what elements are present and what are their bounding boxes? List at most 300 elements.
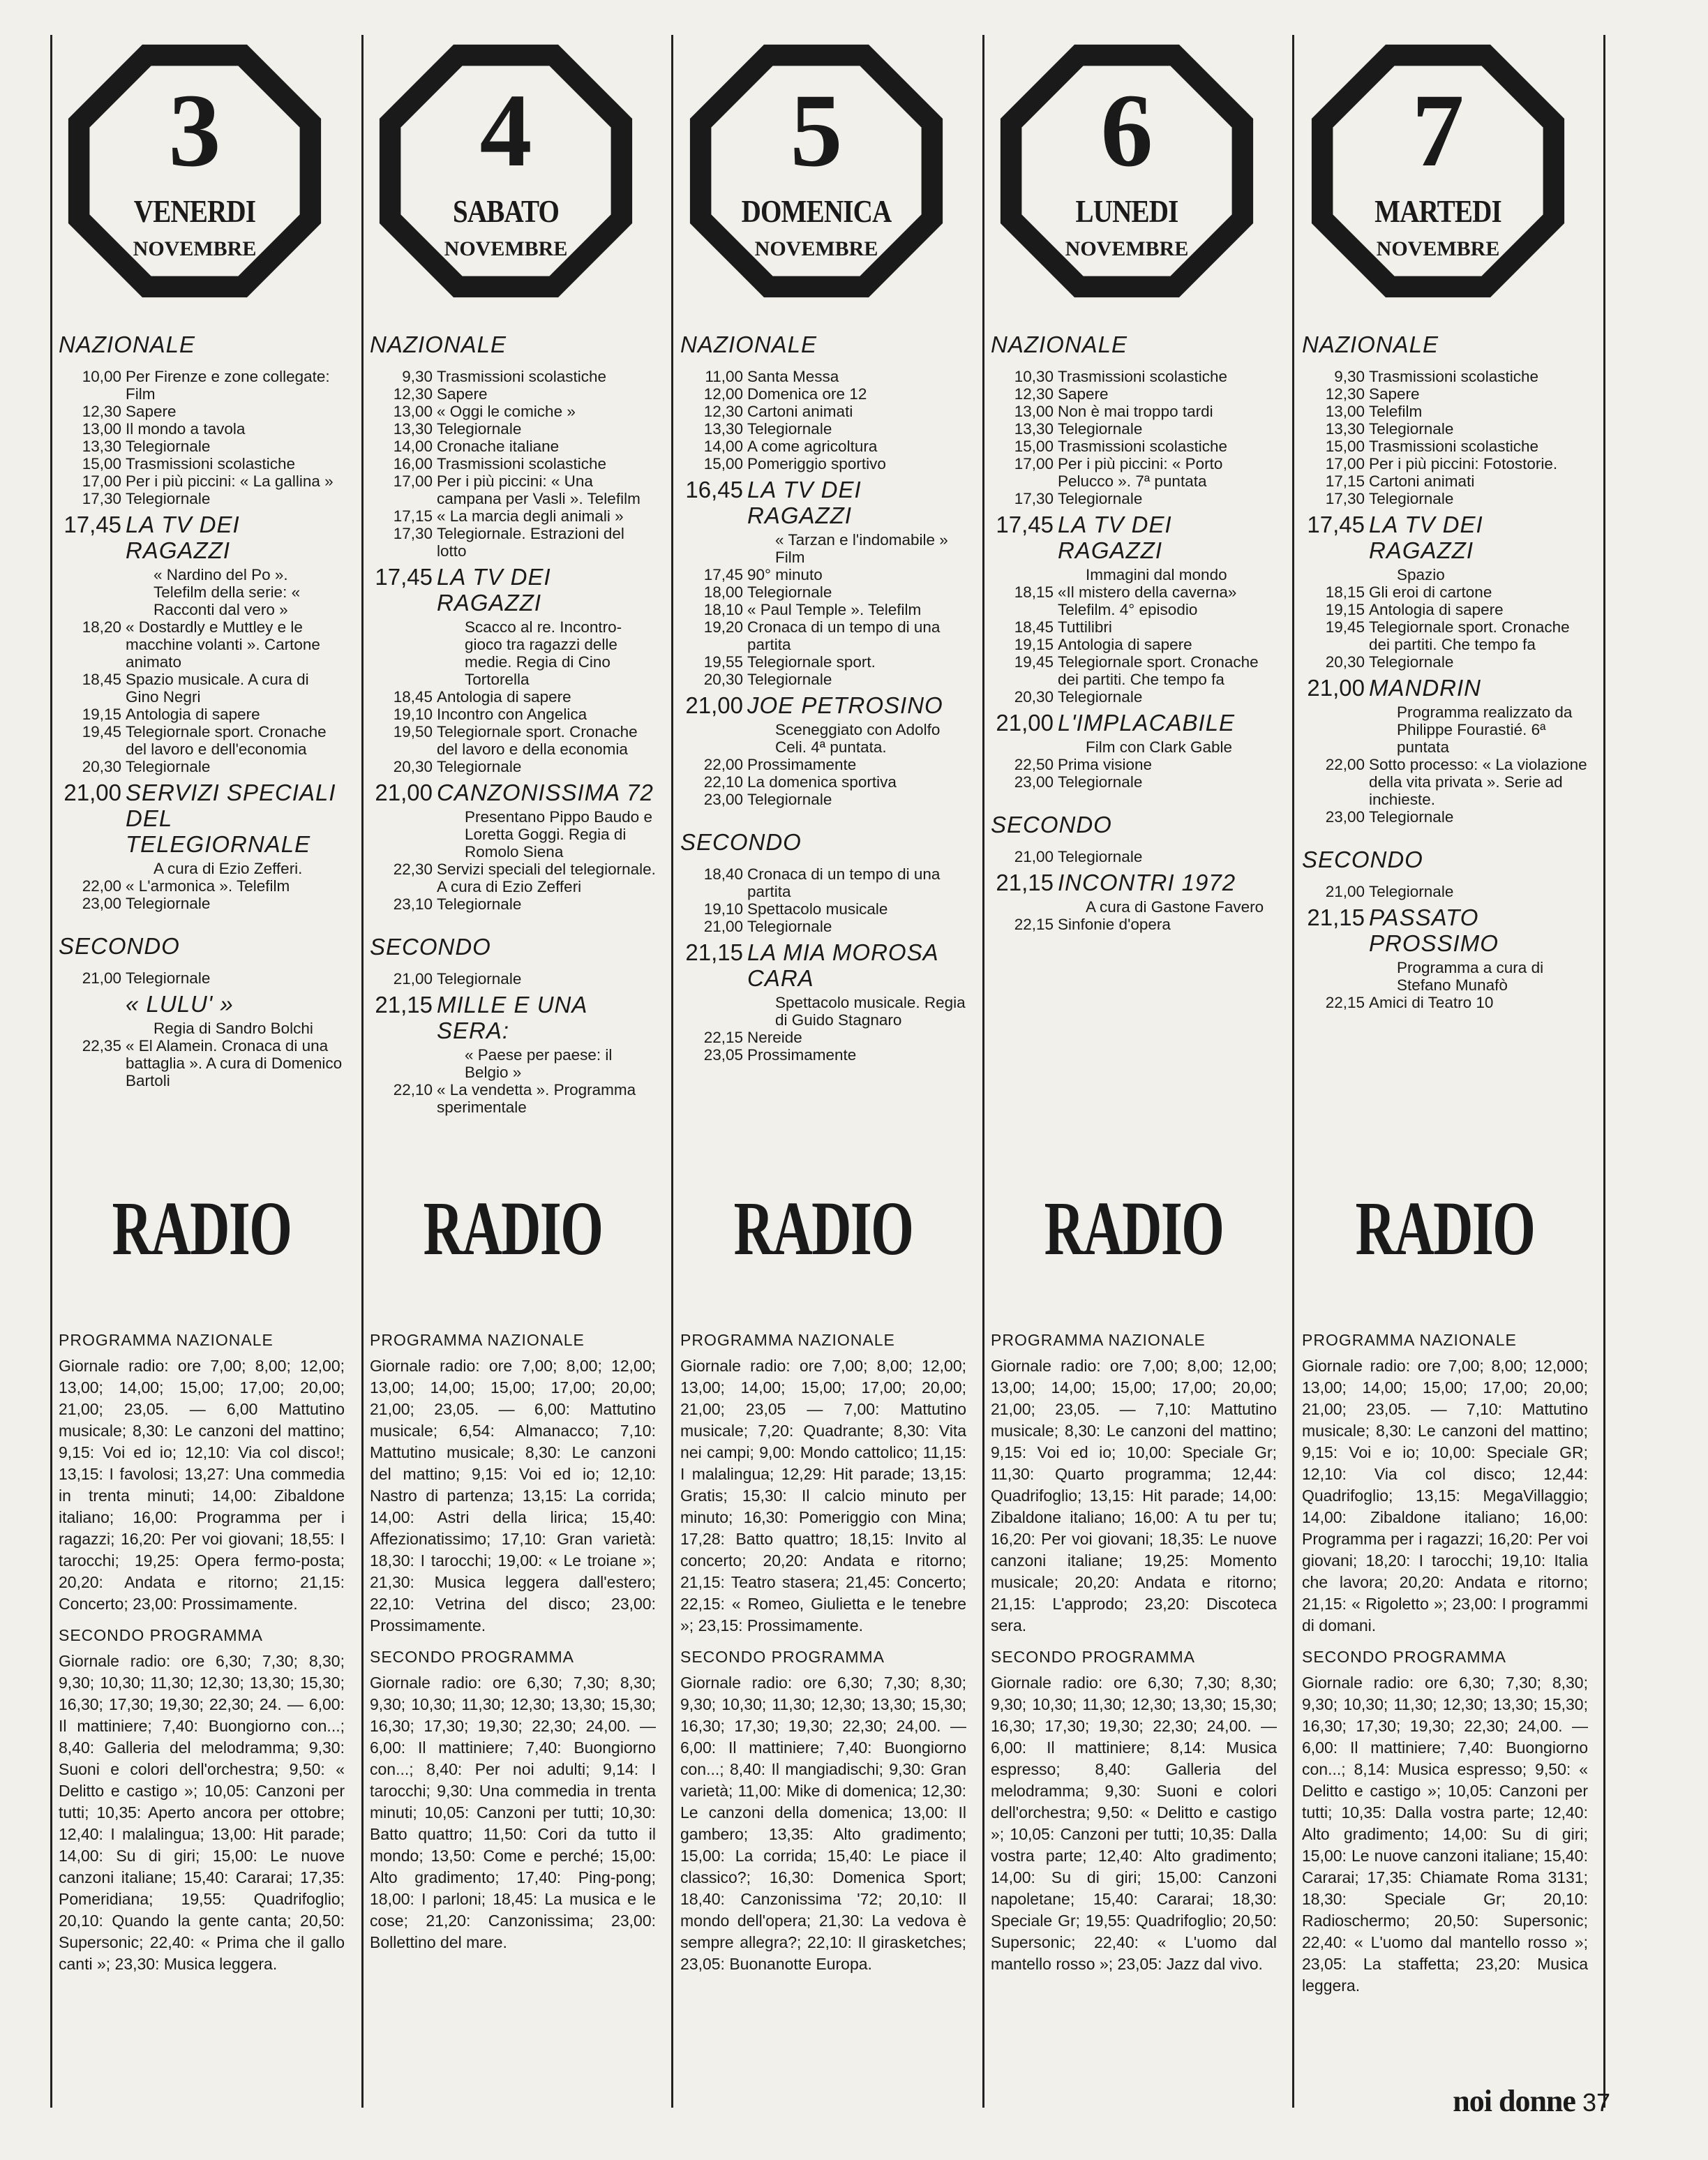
listing-program: Sotto processo: « La violazione della vita privata ». Serie ad inchieste. — [1369, 756, 1587, 808]
listing-row — [991, 916, 1277, 933]
radio-nazionale-heading: PROGRAMMA NAZIONALE — [680, 1331, 895, 1349]
listing-time: 18,15 — [1325, 583, 1365, 601]
listing-program: Cartoni animati — [747, 403, 853, 420]
listing-program: Film con Clark Gable — [1086, 738, 1233, 756]
listing-row — [680, 692, 966, 718]
listing-program: « L'armonica ». Telefilm — [126, 877, 290, 895]
listing-time: 19,15 — [1014, 636, 1054, 653]
radio-nazionale-heading: PROGRAMMA NAZIONALE — [1302, 1331, 1517, 1349]
listing-highlight: SERVIZI SPECIALI DEL TELEGIORNALE — [126, 780, 336, 857]
listing-program: Pomeriggio sportivo — [747, 455, 886, 472]
month-label: NOVEMBRE — [754, 237, 878, 260]
listing-program: Telegiornale — [747, 583, 832, 601]
listing-time: 22,10 — [393, 1081, 433, 1098]
listing-time: 22,15 — [703, 1029, 743, 1046]
listing-row — [59, 1037, 345, 1089]
listing-program: Telegiornale — [126, 895, 211, 912]
listing-row — [680, 531, 966, 566]
listing-time: 17,00 — [393, 472, 433, 490]
listing-row — [680, 1029, 966, 1046]
listing-time: 12,30 — [393, 385, 433, 403]
date-badge — [66, 42, 324, 300]
listing-row — [59, 671, 345, 706]
listing-row — [370, 564, 656, 616]
listing-program: Telegiornale — [747, 671, 832, 688]
listing-time: 19,10 — [703, 900, 743, 918]
listing-time — [680, 994, 747, 1029]
listing-program: Spazio — [1397, 566, 1445, 583]
date-badge — [1309, 42, 1567, 300]
listing-row — [370, 895, 656, 913]
listing-program: Telegiornale — [1369, 653, 1454, 671]
listing-program: Telegiornale sport. Cronache del lavoro e dell'economia — [126, 723, 327, 758]
listing-row — [1302, 756, 1588, 808]
listing-row — [370, 688, 656, 706]
channel-heading-secondo: SECONDO — [59, 933, 180, 959]
listing-program: Per i più piccini: « Porto Pelucco ». 7ª puntata — [1058, 455, 1223, 490]
listing-program: Sapere — [437, 385, 488, 403]
listing-row — [59, 472, 345, 490]
listing-program: Telegiornale — [1369, 883, 1454, 900]
listing-program: Prima visione — [1058, 756, 1153, 773]
channel-heading-nazionale: NAZIONALE — [991, 332, 1128, 357]
listing-row — [991, 455, 1277, 490]
listing-time: 19,50 — [393, 723, 433, 740]
radio-heading: RADIO — [1355, 1186, 1535, 1271]
listing-program: Domenica ore 12 — [747, 385, 867, 403]
channel-heading-secondo: SECONDO — [991, 812, 1112, 837]
radio-listings — [991, 1329, 1277, 1975]
listing-row — [680, 455, 966, 472]
listing-row — [370, 368, 656, 385]
listing-highlight: LA TV DEI RAGAZZI — [126, 512, 240, 563]
listing-row — [370, 455, 656, 472]
listing-program: Presentano Pippo Baudo e Loretta Goggi. Regia di Romolo Siena — [465, 808, 652, 861]
listing-row — [370, 706, 656, 723]
channel-heading-nazionale: NAZIONALE — [680, 332, 818, 357]
listing-time: 20,30 — [82, 758, 121, 775]
listing-time: 18,15 — [1014, 583, 1054, 601]
listing-row — [1302, 618, 1588, 653]
listing-time: 13,30 — [393, 420, 433, 438]
listing-highlight: « LULU' » — [126, 991, 234, 1017]
channel-heading-secondo: SECONDO — [1302, 847, 1423, 872]
listing-time: 21,00 — [685, 692, 743, 718]
month-label: NOVEMBRE — [1065, 237, 1189, 260]
listing-program: Trasmissioni scolastiche — [437, 455, 606, 472]
listing-program: Telegiornale — [1058, 490, 1143, 507]
listing-row — [1302, 703, 1588, 756]
listing-time: 23,00 — [703, 791, 743, 808]
listing-row — [1302, 675, 1588, 701]
listing-program: Trasmissioni scolastiche — [1058, 368, 1227, 385]
listing-program: « El Alamein. Cronaca di una battaglia ». A cura di Domenico Bartoli — [126, 1037, 343, 1089]
listing-time: 22,00 — [703, 756, 743, 773]
listing-row — [680, 601, 966, 618]
listing-program: Sinfonie d'opera — [1058, 916, 1171, 933]
listing-time — [59, 991, 126, 1017]
listing-row — [991, 756, 1277, 773]
listing-program: Per i più piccini: Fotostorie. — [1369, 455, 1558, 472]
listing-time: 22,00 — [1325, 756, 1365, 773]
listing-highlight: LA MIA MOROSA CARA — [747, 939, 938, 991]
listing-time: 21,00 — [82, 969, 121, 987]
listing-program: Nereide — [747, 1029, 802, 1046]
radio-nazionale-text: Giornale radio: ore 7,00; 8,00; 12,00; 13,00; 14,00; 15,00; 17,00; 20,00; 21,00; 23,05. — 6,00 Mattutino musicale; 8,30: Le canzoni del mattino; 9,15: Voi ed io; 12,10: Via col disco!; 13,15: I favolosi; 13,27: Una commedia in trenta minuti; 14,00: Zibaldone italiano; 16,00: Programma per i ragazzi; 16,20: Per voi giovani; 18,55: I tarocchi; 19,25: Opera fermo-posta; 20,20: Andata e ritorno; 21,15: Concerto; 23,00: Prossimamente. — [59, 1357, 345, 1613]
listing-highlight: MANDRIN — [1369, 675, 1481, 701]
listing-time: 18,20 — [82, 618, 121, 636]
day-column — [59, 42, 345, 1089]
listing-time: 17,30 — [393, 525, 433, 542]
month-label: NOVEMBRE — [444, 237, 568, 260]
listing-time: 12,30 — [1014, 385, 1054, 403]
listing-time: 21,15 — [996, 870, 1054, 895]
listing-program: Tuttilibri — [1058, 618, 1112, 636]
listing-time: 12,00 — [703, 385, 743, 403]
listing-time: 16,45 — [685, 477, 743, 502]
listing-row — [370, 861, 656, 895]
listing-row — [59, 877, 345, 895]
page-number: 37 — [1582, 2088, 1610, 2117]
listing-program: Immagini dal mondo — [1086, 566, 1227, 583]
listing-program: « La marcia degli animali » — [437, 507, 624, 525]
listing-highlight: PASSATO PROSSIMO — [1369, 904, 1499, 956]
listing-program: Telegiornale — [1369, 808, 1454, 826]
column-divider — [50, 35, 52, 2108]
listing-program: Trasmissioni scolastiche — [437, 368, 606, 385]
listing-time: 23,00 — [1014, 773, 1054, 791]
listing-time: 21,00 — [996, 710, 1054, 736]
listing-row — [370, 472, 656, 507]
column-divider — [1292, 35, 1294, 2108]
radio-nazionale-heading: PROGRAMMA NAZIONALE — [991, 1331, 1206, 1349]
listing-time: 21,00 — [1307, 675, 1365, 701]
listing-highlight: LA TV DEI RAGAZZI — [1058, 512, 1172, 563]
listing-row — [680, 939, 966, 991]
listing-row — [59, 780, 345, 857]
listing-program: « Tarzan e l'indomabile » Film — [775, 531, 948, 566]
listing-row — [680, 773, 966, 791]
radio-nazionale-heading: PROGRAMMA NAZIONALE — [370, 1331, 585, 1349]
listing-time: 13,30 — [82, 438, 121, 455]
listing-time: 13,00 — [82, 420, 121, 438]
listing-row — [1302, 566, 1588, 583]
listing-program: Sapere — [1058, 385, 1109, 403]
listing-row — [1302, 601, 1588, 618]
listing-program: Antologia di sapere — [126, 706, 260, 723]
listing-time: 17,45 — [375, 564, 433, 590]
listing-row — [991, 438, 1277, 455]
listing-row — [680, 791, 966, 808]
listing-time: 22,15 — [1325, 994, 1365, 1011]
listing-row — [1302, 883, 1588, 900]
listing-row — [59, 723, 345, 758]
listing-row — [59, 991, 345, 1017]
radio-heading: RADIO — [112, 1186, 292, 1271]
listing-row — [680, 438, 966, 455]
listing-program: Telegiornale — [126, 438, 211, 455]
radio-secondo-text: Giornale radio: ore 6,30; 7,30; 8,30; 9,30; 10,30; 11,30; 12,30; 13,30; 15,30; 16,30; 17,30; 19,30; 22,30; 24,00. — 6,00: Il mattiniere; 7,40: Buongiorno con...; 8,40: Il mangiadischi; 9,30: Gran varietà; 11,00: Mike di domenica; 12,30: Le canzoni della domenica; 13,00: Il gambero; 13,35: Alto gradimento; 15,00: La corrida; 15,40: Le piace il classico?; 16,30: Domenica Sport; 18,40: Canzonissima '72; 20,10: Il mondo dell'opera; 21,30: La vedova è sempre allegra?; 22,10: Il girasketches; 23,05: Buonanotte Europa. — [680, 1674, 966, 1973]
listing-row — [991, 512, 1277, 563]
listing-program: Sapere — [1369, 385, 1420, 403]
listing-program: Telegiornale — [437, 420, 522, 438]
listing-row — [1302, 583, 1588, 601]
listing-time: 21,15 — [375, 992, 433, 1018]
listing-program: A cura di Ezio Zefferi. — [153, 860, 303, 877]
listing-row — [59, 566, 345, 618]
listing-row — [680, 918, 966, 935]
listing-time: 21,00 — [393, 970, 433, 988]
listing-row — [991, 848, 1277, 865]
listing-program: Telegiornale — [1058, 420, 1143, 438]
radio-secondo-text: Giornale radio: ore 6,30; 7,30; 8,30; 9,30; 10,30; 11,30; 12,30; 13,30; 15,30; 16,30; 17,30; 19,30; 22,30; 24,00. — 6,00: Il mattiniere; 7,40: Buongiorno con...; 8,40: Per noi adulti; 9,14: I tarocchi; 9,30: Una commedia in trenta minuti; 10,05: Canzoni per tutti; 10,30: Batto quattro; 11,50: Cori da tutto il mondo; 13,50: Come e perché; 15,00: Alto gradimento; 17,40: Ping-pong; 18,00: I parloni; 18,45: La musica e le cose; 21,20: Canzonissima; 23,00: Bollettino del mare. — [370, 1674, 656, 1951]
listing-row — [59, 490, 345, 507]
listing-row — [1302, 385, 1588, 403]
listing-time: 13,00 — [393, 403, 433, 420]
radio-secondo-heading: SECONDO PROGRAMMA — [680, 1648, 885, 1666]
column-divider — [982, 35, 984, 2108]
weekday-label: LUNEDI — [1075, 193, 1178, 229]
listing-time: 16,00 — [393, 455, 433, 472]
listing-row — [991, 898, 1277, 916]
listing-program: Trasmissioni scolastiche — [126, 455, 295, 472]
listing-time: 17,45 — [703, 566, 743, 583]
listing-row — [1302, 472, 1588, 490]
listing-time: 20,30 — [703, 671, 743, 688]
listing-highlight: INCONTRI 1972 — [1058, 870, 1236, 895]
radio-secondo-text: Giornale radio: ore 6,30; 7,30; 8,30; 9,30; 10,30; 11,30; 12,30; 13,30; 15,30; 16,30; 17,30; 19,30; 22,30; 24,00. — 6,00: Il mattiniere; 8,14: Musica espresso; 8,40: Galleria del melodramma; 9,30: Suoni e colori dell'orchestra; 9,50: « Delitto e castigo »; 10,05: Canzoni per tutti; 10,35: Dalla vostra parte; 12,40: Alto gradimento; 14,00: Su di giri; 15,00: Canzoni napoletane; 15,40: Cararai; 18,30: Speciale Gr; 19,55: Quadrifoglio; 20,50: Supersonic; 22,40: « L'uomo dal mantello rosso »; 23,05: Jazz dal vivo. — [991, 1674, 1277, 1973]
listing-program: Incontro con Angelica — [437, 706, 587, 723]
listing-program: Spettacolo musicale. Regia di Guido Stagnaro — [775, 994, 966, 1029]
listing-time: 22,50 — [1014, 756, 1054, 773]
day-number: 6 — [1100, 73, 1153, 188]
listing-program: Non è mai troppo tardi — [1058, 403, 1213, 420]
listing-time: 21,00 — [703, 918, 743, 935]
listing-program: Cartoni animati — [1369, 472, 1475, 490]
listing-program: Antologia di sapere — [1058, 636, 1192, 653]
listing-row — [370, 808, 656, 861]
listing-row — [370, 723, 656, 758]
listing-time: 17,00 — [1325, 455, 1365, 472]
listing-time: 17,45 — [996, 512, 1054, 537]
listing-program: Telefilm — [1369, 403, 1423, 420]
listing-row — [370, 758, 656, 775]
listing-row — [991, 490, 1277, 507]
listing-time: 15,00 — [703, 455, 743, 472]
listing-program: Telegiornale — [1058, 773, 1143, 791]
day-column — [991, 42, 1277, 933]
date-badge — [687, 42, 945, 300]
listing-time: 19,15 — [82, 706, 121, 723]
listing-highlight: L'IMPLACABILE — [1058, 710, 1236, 736]
listing-row — [59, 618, 345, 671]
listing-time: 21,00 — [1014, 848, 1054, 865]
column-divider — [1603, 35, 1605, 2108]
listing-row — [991, 738, 1277, 756]
listing-time: 22,35 — [82, 1037, 121, 1055]
listing-program: Cronaca di un tempo di una partita — [747, 865, 941, 900]
listing-program: Per Firenze e zone collegate: Film — [126, 368, 330, 403]
listing-time: 9,30 — [402, 368, 433, 385]
listing-row — [370, 1046, 656, 1081]
listing-time — [370, 618, 437, 688]
listing-program: Trasmissioni scolastiche — [1369, 368, 1538, 385]
listing-program: Sceneggiato con Adolfo Celi. 4ª puntata. — [775, 721, 941, 756]
listing-row — [1302, 403, 1588, 420]
radio-secondo-heading: SECONDO PROGRAMMA — [370, 1648, 575, 1666]
day-number: 3 — [168, 73, 221, 188]
listing-time: 12,30 — [1325, 385, 1365, 403]
radio-listings — [370, 1329, 656, 1953]
listing-row — [680, 385, 966, 403]
listing-time: 17,30 — [1325, 490, 1365, 507]
listing-time — [1302, 566, 1369, 583]
listing-time: 20,30 — [393, 758, 433, 775]
listing-program: Antologia di sapere — [1369, 601, 1504, 618]
listing-time: 12,30 — [703, 403, 743, 420]
listing-row — [1302, 455, 1588, 472]
weekday-label: VENERDI — [133, 193, 256, 229]
radio-nazionale-heading: PROGRAMMA NAZIONALE — [59, 1331, 274, 1349]
listing-row — [370, 1081, 656, 1116]
radio-secondo-heading: SECONDO PROGRAMMA — [59, 1626, 264, 1644]
listing-program: Telegiornale sport. Cronache dei partiti. Che tempo fa — [1058, 653, 1259, 688]
listing-row — [59, 403, 345, 420]
listing-program: A come agricoltura — [747, 438, 878, 455]
listing-row — [1302, 808, 1588, 826]
listing-row — [370, 403, 656, 420]
listing-row — [991, 403, 1277, 420]
listing-row — [680, 1046, 966, 1064]
listing-row — [680, 653, 966, 671]
channel-heading-secondo: SECONDO — [370, 934, 491, 960]
listing-row — [991, 618, 1277, 636]
channel-heading-nazionale: NAZIONALE — [59, 332, 196, 357]
listing-row — [59, 455, 345, 472]
listing-highlight: LA TV DEI RAGAZZI — [437, 564, 551, 616]
listing-program: « Paul Temple ». Telefilm — [747, 601, 922, 618]
listing-program: Telegiornale — [1058, 688, 1143, 706]
listing-row — [370, 385, 656, 403]
listing-row — [370, 992, 656, 1043]
listing-time: 23,10 — [393, 895, 433, 913]
listing-time: 20,30 — [1325, 653, 1365, 671]
listing-row — [370, 525, 656, 560]
day-number: 4 — [479, 73, 532, 188]
listing-program: « Nardino del Po ». Telefilm della serie: « Racconti dal vero » — [153, 566, 301, 618]
listing-row — [1302, 904, 1588, 956]
listing-time: 13,30 — [1014, 420, 1054, 438]
listing-program: Cronache italiane — [437, 438, 560, 455]
listing-time: 18,40 — [703, 865, 743, 883]
listing-time — [1302, 959, 1369, 994]
listing-time: 12,30 — [82, 403, 121, 420]
listing-row — [59, 895, 345, 912]
listing-time: 22,00 — [82, 877, 121, 895]
listing-time: 14,00 — [393, 438, 433, 455]
listing-time: 21,00 — [1325, 883, 1365, 900]
listing-time: 22,15 — [1014, 916, 1054, 933]
radio-secondo-heading: SECONDO PROGRAMMA — [991, 1648, 1196, 1666]
listing-row — [59, 1020, 345, 1037]
listing-program: Telegiornale. Estrazioni del lotto — [437, 525, 624, 560]
listing-row — [59, 438, 345, 455]
listing-program: Programma realizzato da Philippe Fourastié. 6ª puntata — [1397, 703, 1573, 756]
listing-row — [370, 780, 656, 805]
radio-nazionale-text: Giornale radio: ore 7,00; 8,00; 12,000; 13,00; 14,00; 15,00; 17,00; 20,00; 21,00; 23,05. — 7,10: Mattutino musicale; 8,30: Le canzoni del mattino; 9,15: Voi e io; 10,00: Speciale GR; 12,10: Via col disco; 12,44: Quadrifoglio; 13,15: MegaVillaggio; 14,00: Zibaldone italiano; 16,00: Programma per i ragazzi; 16,20: Per voi giovani; 18,20: I tarocchi; 19,10: Italia che lavora; 20,20: Andata e ritorno; 21,15: « Rigoletto »; 23,00: I programmi di domani. — [1302, 1357, 1588, 1634]
listing-row — [370, 420, 656, 438]
listing-program: Telegiornale — [747, 918, 832, 935]
month-label: NOVEMBRE — [133, 237, 257, 260]
listing-highlight: JOE PETROSINO — [747, 692, 943, 718]
listing-time: 15,00 — [82, 455, 121, 472]
listing-row — [991, 653, 1277, 688]
date-badge — [377, 42, 635, 300]
listing-highlight: LA TV DEI RAGAZZI — [1369, 512, 1483, 563]
listing-row — [680, 403, 966, 420]
listing-program: Programma a cura di Stefano Munafò — [1397, 959, 1544, 994]
listing-time — [991, 738, 1058, 756]
listing-row — [680, 756, 966, 773]
listing-row — [680, 368, 966, 385]
listing-program: Il mondo a tavola — [126, 420, 246, 438]
listing-time: 19,45 — [1325, 618, 1365, 636]
listing-program: Per i più piccini: « La gallina » — [126, 472, 334, 490]
listing-time: 19,20 — [703, 618, 743, 636]
listing-program: Servizi speciali del telegiornale. A cura di Ezio Zefferi — [437, 861, 656, 895]
listing-row — [1302, 959, 1588, 994]
listing-program: Santa Messa — [747, 368, 839, 385]
listing-row — [680, 583, 966, 601]
listing-time: 19,45 — [82, 723, 121, 740]
listing-time: 18,45 — [82, 671, 121, 688]
listing-time: 13,30 — [1325, 420, 1365, 438]
listing-row — [680, 671, 966, 688]
radio-secondo-text: Giornale radio: ore 6,30; 7,30; 8,30; 9,30; 10,30; 11,30; 12,30; 13,30; 15,30; 16,30; 17,30; 19,30; 22,30; 24,00. — 6,00: Il mattiniere; 7,40: Buongiorno con...; 8,14: Musica espresso; 9,50: « Delitto e castigo »; 10,05: Canzoni per tutti; 10,35: Dalla vostra parte; 12,40: Alto gradimento; 14,00: Su di giri; 15,00: Le nuove canzoni italiane; 15,40: Cararai; 17,35: Chiamate Roma 3131; 18,30: Speciale Gr; 20,10: Radioschermo; 20,50: Supersonic; 22,40: « L'uomo dal mantello rosso »; 23,05: La staffetta; 23,20: Musica leggera. — [1302, 1674, 1588, 1995]
listing-row — [370, 507, 656, 525]
listing-row — [991, 710, 1277, 736]
listing-row — [1302, 490, 1588, 507]
listing-program: Trasmissioni scolastiche — [1369, 438, 1538, 455]
listing-row — [991, 583, 1277, 618]
listing-time: 19,45 — [1014, 653, 1054, 671]
listing-time: 19,10 — [393, 706, 433, 723]
weekday-label: SABATO — [452, 193, 560, 229]
listing-row — [991, 385, 1277, 403]
listing-time: 17,45 — [1307, 512, 1365, 537]
listing-time: 23,00 — [82, 895, 121, 912]
channel-heading-nazionale: NAZIONALE — [370, 332, 507, 357]
listing-time: 18,10 — [703, 601, 743, 618]
listing-row — [1302, 420, 1588, 438]
listing-row — [1302, 653, 1588, 671]
listing-program: Cronaca di un tempo di una partita — [747, 618, 941, 653]
listing-program: Telegiornale — [126, 490, 211, 507]
radio-nazionale-text: Giornale radio: ore 7,00; 8,00; 12,00; 13,00; 14,00; 15,00; 17,00; 20,00; 21,00; 23,05 — 7,00: Mattutino musicale; 7,20: Quadrante; 8,30: Vita nei campi; 9,00: Mondo cattolico; 11,15: I malalingua; 12,29: Hit parade; 13,15: Gratis; 15,30: Il calcio minuto per minuto; 16,30: Pomeriggio con Mina; 17,28: Batto quattro; 18,15: Invito al concerto; 20,20: Andata e ritorno; 21,15: Teatro stasera; 21,45: Concerto; 22,15: « Romeo, Giulietta e le tenebre »; 23,15: Prossimamente. — [680, 1357, 966, 1634]
listing-time: 18,45 — [1014, 618, 1054, 636]
page-footer — [1453, 2083, 1610, 2119]
listing-program: « Oggi le comiche » — [437, 403, 576, 420]
listing-program: 90° minuto — [747, 566, 823, 583]
listing-row — [991, 688, 1277, 706]
listing-time: 13,30 — [703, 420, 743, 438]
month-label: NOVEMBRE — [1376, 237, 1500, 260]
listing-program: Telegiornale — [437, 758, 522, 775]
listing-time — [59, 1020, 126, 1037]
day-number: 5 — [790, 73, 843, 188]
listing-program: « Dostardly e Muttley e le macchine volanti ». Cartone animato — [126, 618, 320, 671]
listing-time: 22,10 — [703, 773, 743, 791]
